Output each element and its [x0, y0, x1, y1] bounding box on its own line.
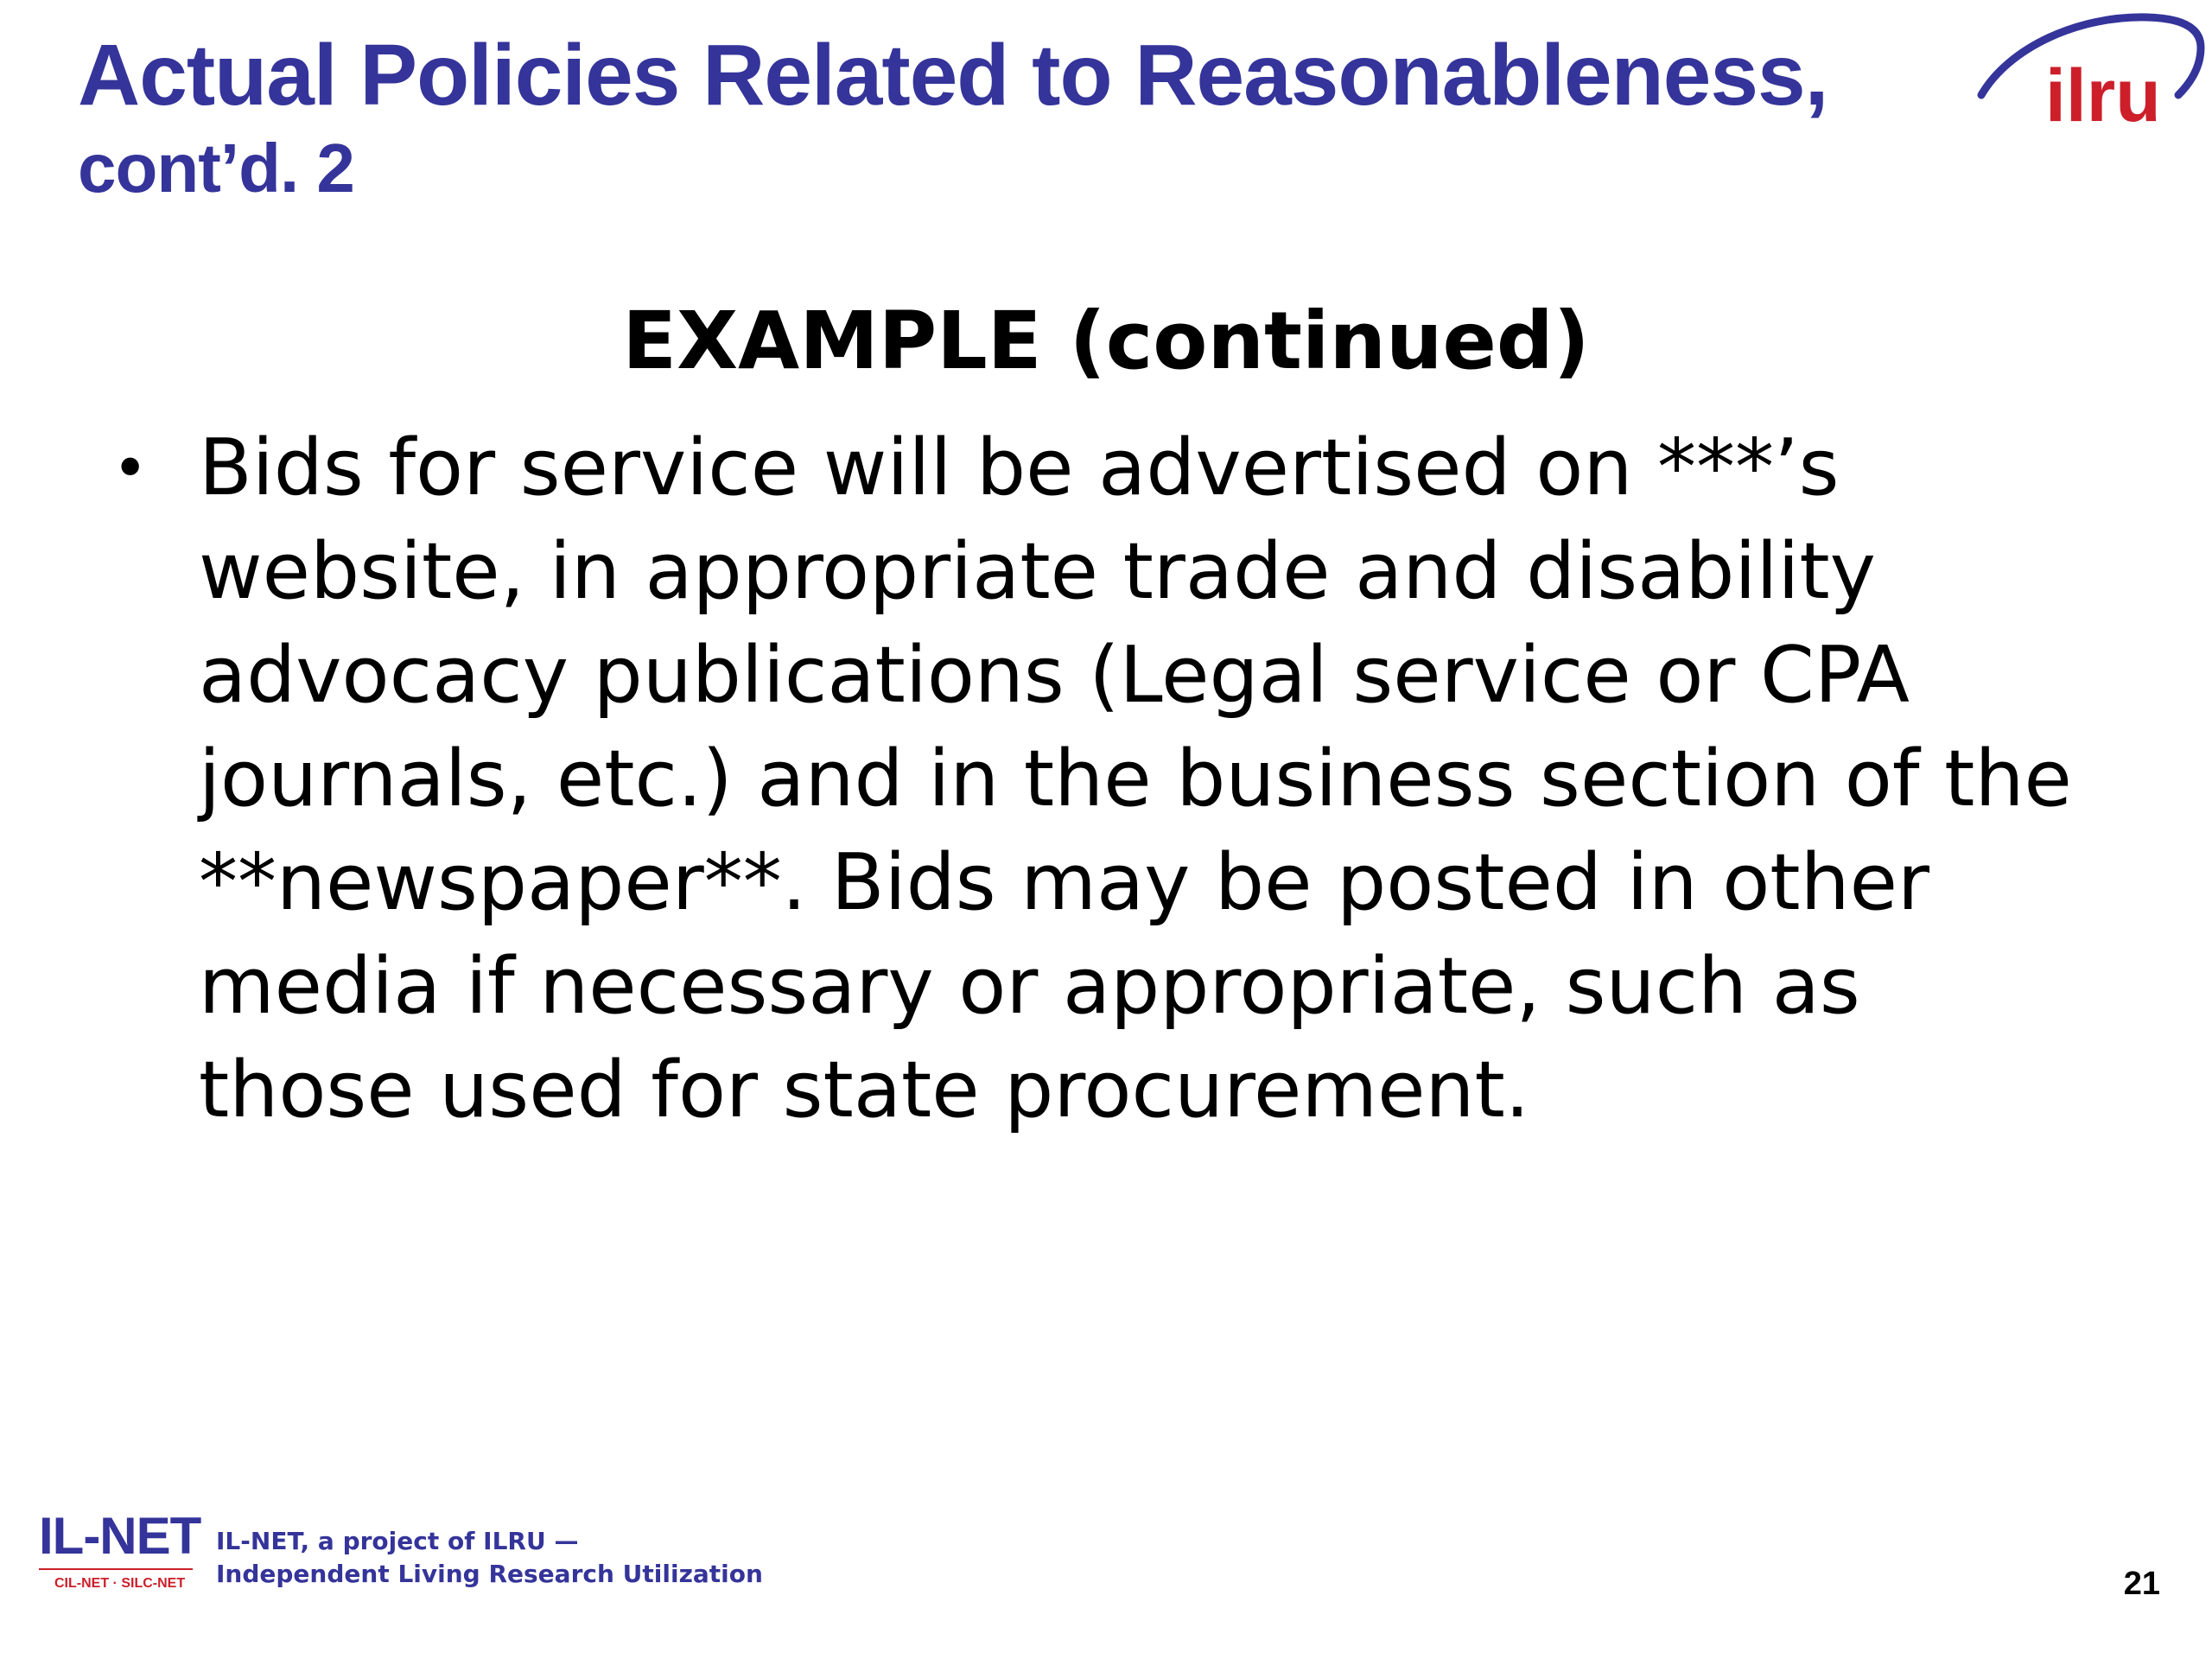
- ilru-logo: [1974, 9, 2208, 138]
- il-net-logo-subtitle: CIL-NET · SILC-NET: [54, 1576, 186, 1591]
- slide-title: [78, 24, 1875, 211]
- footer-credit-line-2: Independent Living Research Utilization: [216, 1560, 763, 1588]
- slide-title-line-2: cont’d. 2: [78, 130, 354, 207]
- bullet-dot-icon: •: [112, 433, 149, 504]
- ilru-swoosh-icon: [1974, 9, 2208, 138]
- footer-credit-line-1: IL-NET, a project of ILRU —: [216, 1527, 579, 1555]
- page-number: 21: [2123, 1566, 2160, 1602]
- slide-title-line-1: Actual Policies Related to Reasonableness,: [78, 27, 1828, 124]
- ilru-logo-text: ilru: [2045, 54, 2161, 137]
- bullet-text: Bids for service will be advertised on ***’s website, in appropriate trade and disability advocacy publications (Legal service or CPA journals, etc.) and in the business section of the **newspaper**. Bids may be posted in other media if necessary or appropriate, such as those used for state procurement.: [199, 423, 2072, 1135]
- il-net-logo-title: IL-NET: [39, 1507, 201, 1565]
- il-net-logo: [39, 1508, 203, 1603]
- bullet-list: [112, 416, 2082, 1142]
- section-heading: EXAMPLE (continued): [622, 295, 1590, 387]
- bullet-item: [112, 416, 2082, 1142]
- footer-credit: [216, 1525, 763, 1591]
- il-net-logo-divider: [39, 1568, 193, 1570]
